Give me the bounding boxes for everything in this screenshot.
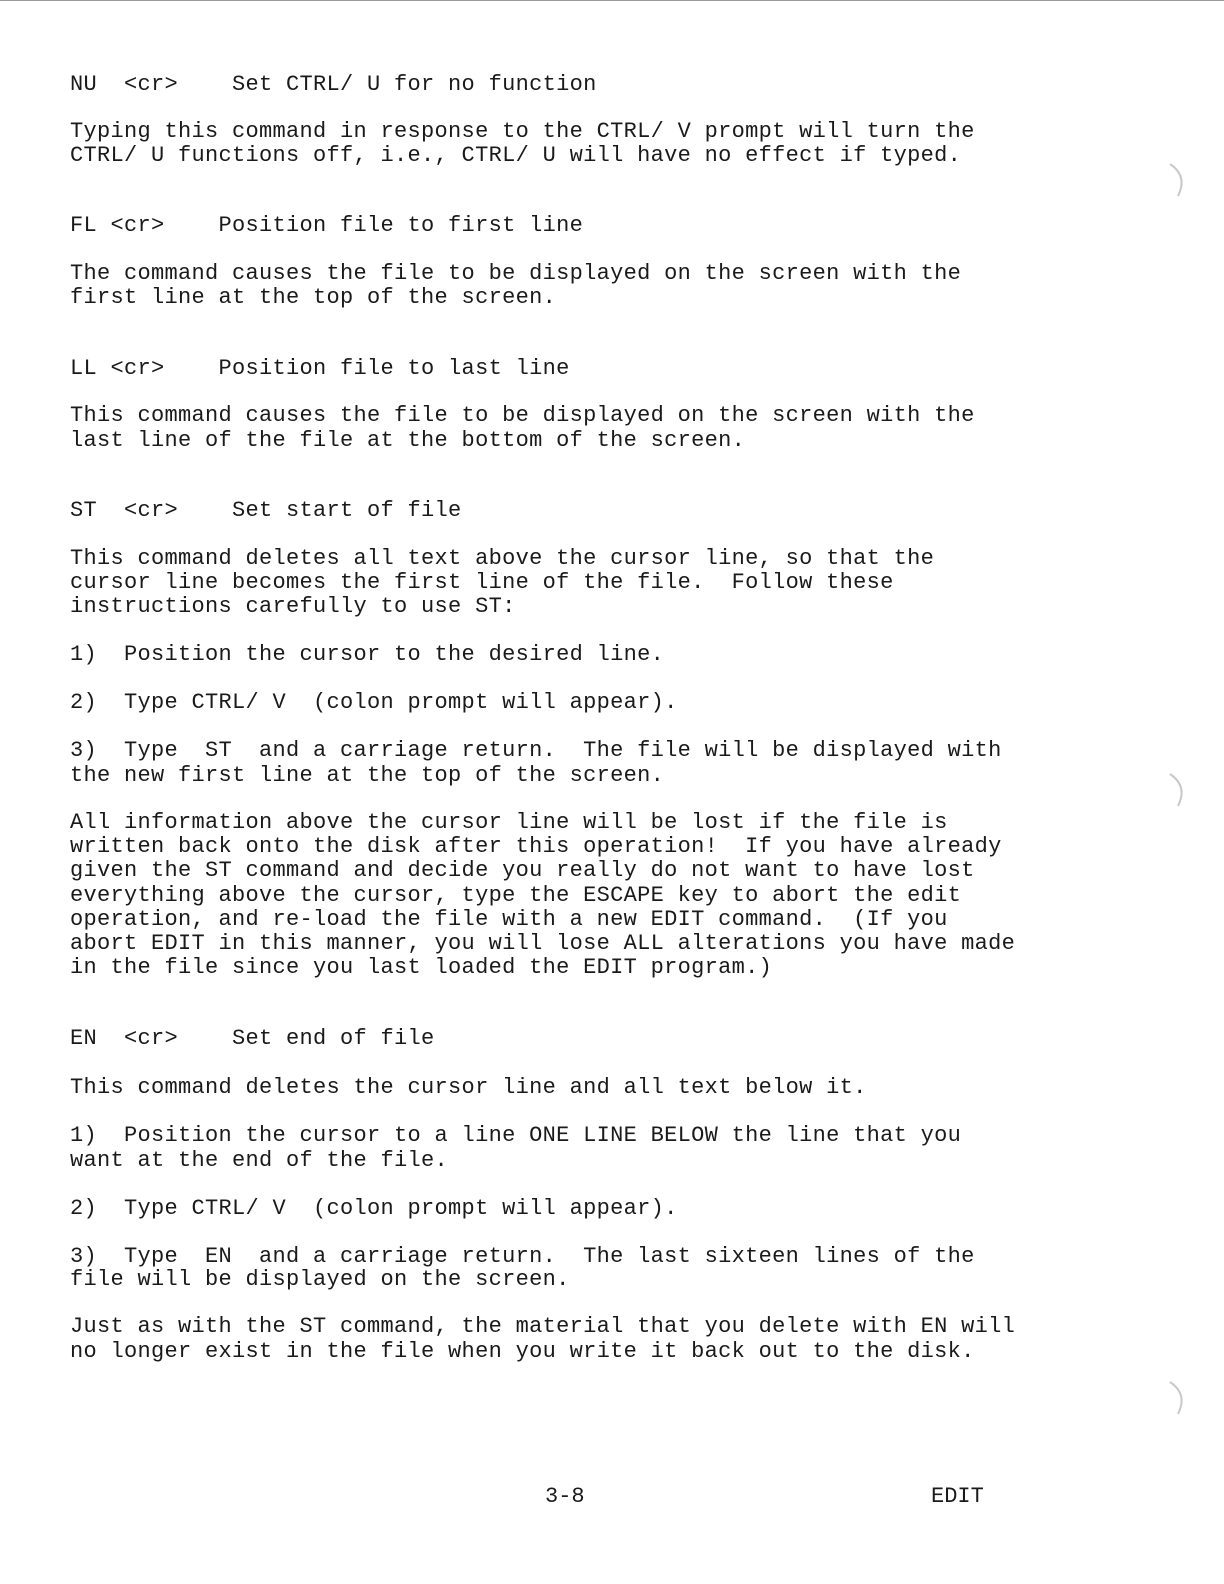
st-text-line: cursor line becomes the first line of the file. Follow these — [70, 570, 894, 595]
nu-text-line: Typing this command in response to the CTRL/ V prompt will turn the — [70, 119, 975, 144]
st-warning-line: written back onto the disk after this operation! If you have already — [70, 834, 1002, 859]
st-step-3: 3) Type ST and a carriage return. The file will be displayed with — [70, 738, 1002, 763]
st-warning-line: All information above the cursor line will be lost if the file is — [70, 810, 948, 835]
punch-hole-mark — [1166, 1380, 1192, 1416]
st-warning-line: operation, and re-load the file with a new EDIT command. (If you — [70, 907, 948, 932]
ll-text-line: This command causes the file to be displayed on the screen with the — [70, 403, 975, 428]
en-step-3: 3) Type EN and a carriage return. The last sixteen lines of the — [70, 1244, 975, 1269]
st-text-line: instructions carefully to use ST: — [70, 594, 516, 619]
st-text-line: This command deletes all text above the cursor line, so that the — [70, 546, 935, 571]
en-step-3-cont: file will be displayed on the screen. — [70, 1267, 570, 1292]
nu-heading: NU <cr> Set CTRL/ U for no function — [70, 72, 597, 97]
punch-hole-mark — [1166, 162, 1192, 198]
st-step-2: 2) Type CTRL/ V (colon prompt will appear). — [70, 690, 678, 715]
ll-heading: LL <cr> Position file to last line — [70, 356, 570, 381]
en-note-line: no longer exist in the file when you write it back out to the disk. — [70, 1339, 975, 1364]
en-note-line: Just as with the ST command, the material that you delete with EN will — [70, 1314, 1016, 1339]
page-number: 3-8 — [545, 1484, 585, 1509]
en-step-1-cont: want at the end of the file. — [70, 1148, 449, 1173]
nu-text-line: CTRL/ U functions off, i.e., CTRL/ U will have no effect if typed. — [70, 143, 962, 168]
fl-heading: FL <cr> Position file to first line — [70, 213, 584, 238]
st-warning-line: everything above the cursor, type the ESCAPE key to abort the edit — [70, 883, 962, 908]
punch-hole-mark — [1166, 772, 1192, 808]
st-warning-line: abort EDIT in this manner, you will lose ALL alterations you have made — [70, 931, 1016, 956]
en-step-1: 1) Position the cursor to a line ONE LINE BELOW the line that you — [70, 1123, 962, 1148]
en-heading: EN <cr> Set end of file — [70, 1026, 435, 1051]
st-step-1: 1) Position the cursor to the desired line. — [70, 642, 665, 667]
top-border — [0, 0, 1224, 1]
st-heading: ST <cr> Set start of file — [70, 498, 462, 523]
st-step-3-cont: the new first line at the top of the screen. — [70, 763, 665, 788]
fl-text-line: The command causes the file to be displayed on the screen with the — [70, 261, 962, 286]
section-name: EDIT — [931, 1484, 984, 1509]
fl-text-line: first line at the top of the screen. — [70, 285, 557, 310]
en-step-2: 2) Type CTRL/ V (colon prompt will appear). — [70, 1196, 678, 1221]
ll-text-line: last line of the file at the bottom of the screen. — [70, 428, 746, 453]
st-warning-line: given the ST command and decide you really do not want to have lost — [70, 858, 975, 883]
en-text-line: This command deletes the cursor line and all text below it. — [70, 1075, 867, 1100]
st-warning-line: in the file since you last loaded the EDIT program.) — [70, 955, 773, 980]
